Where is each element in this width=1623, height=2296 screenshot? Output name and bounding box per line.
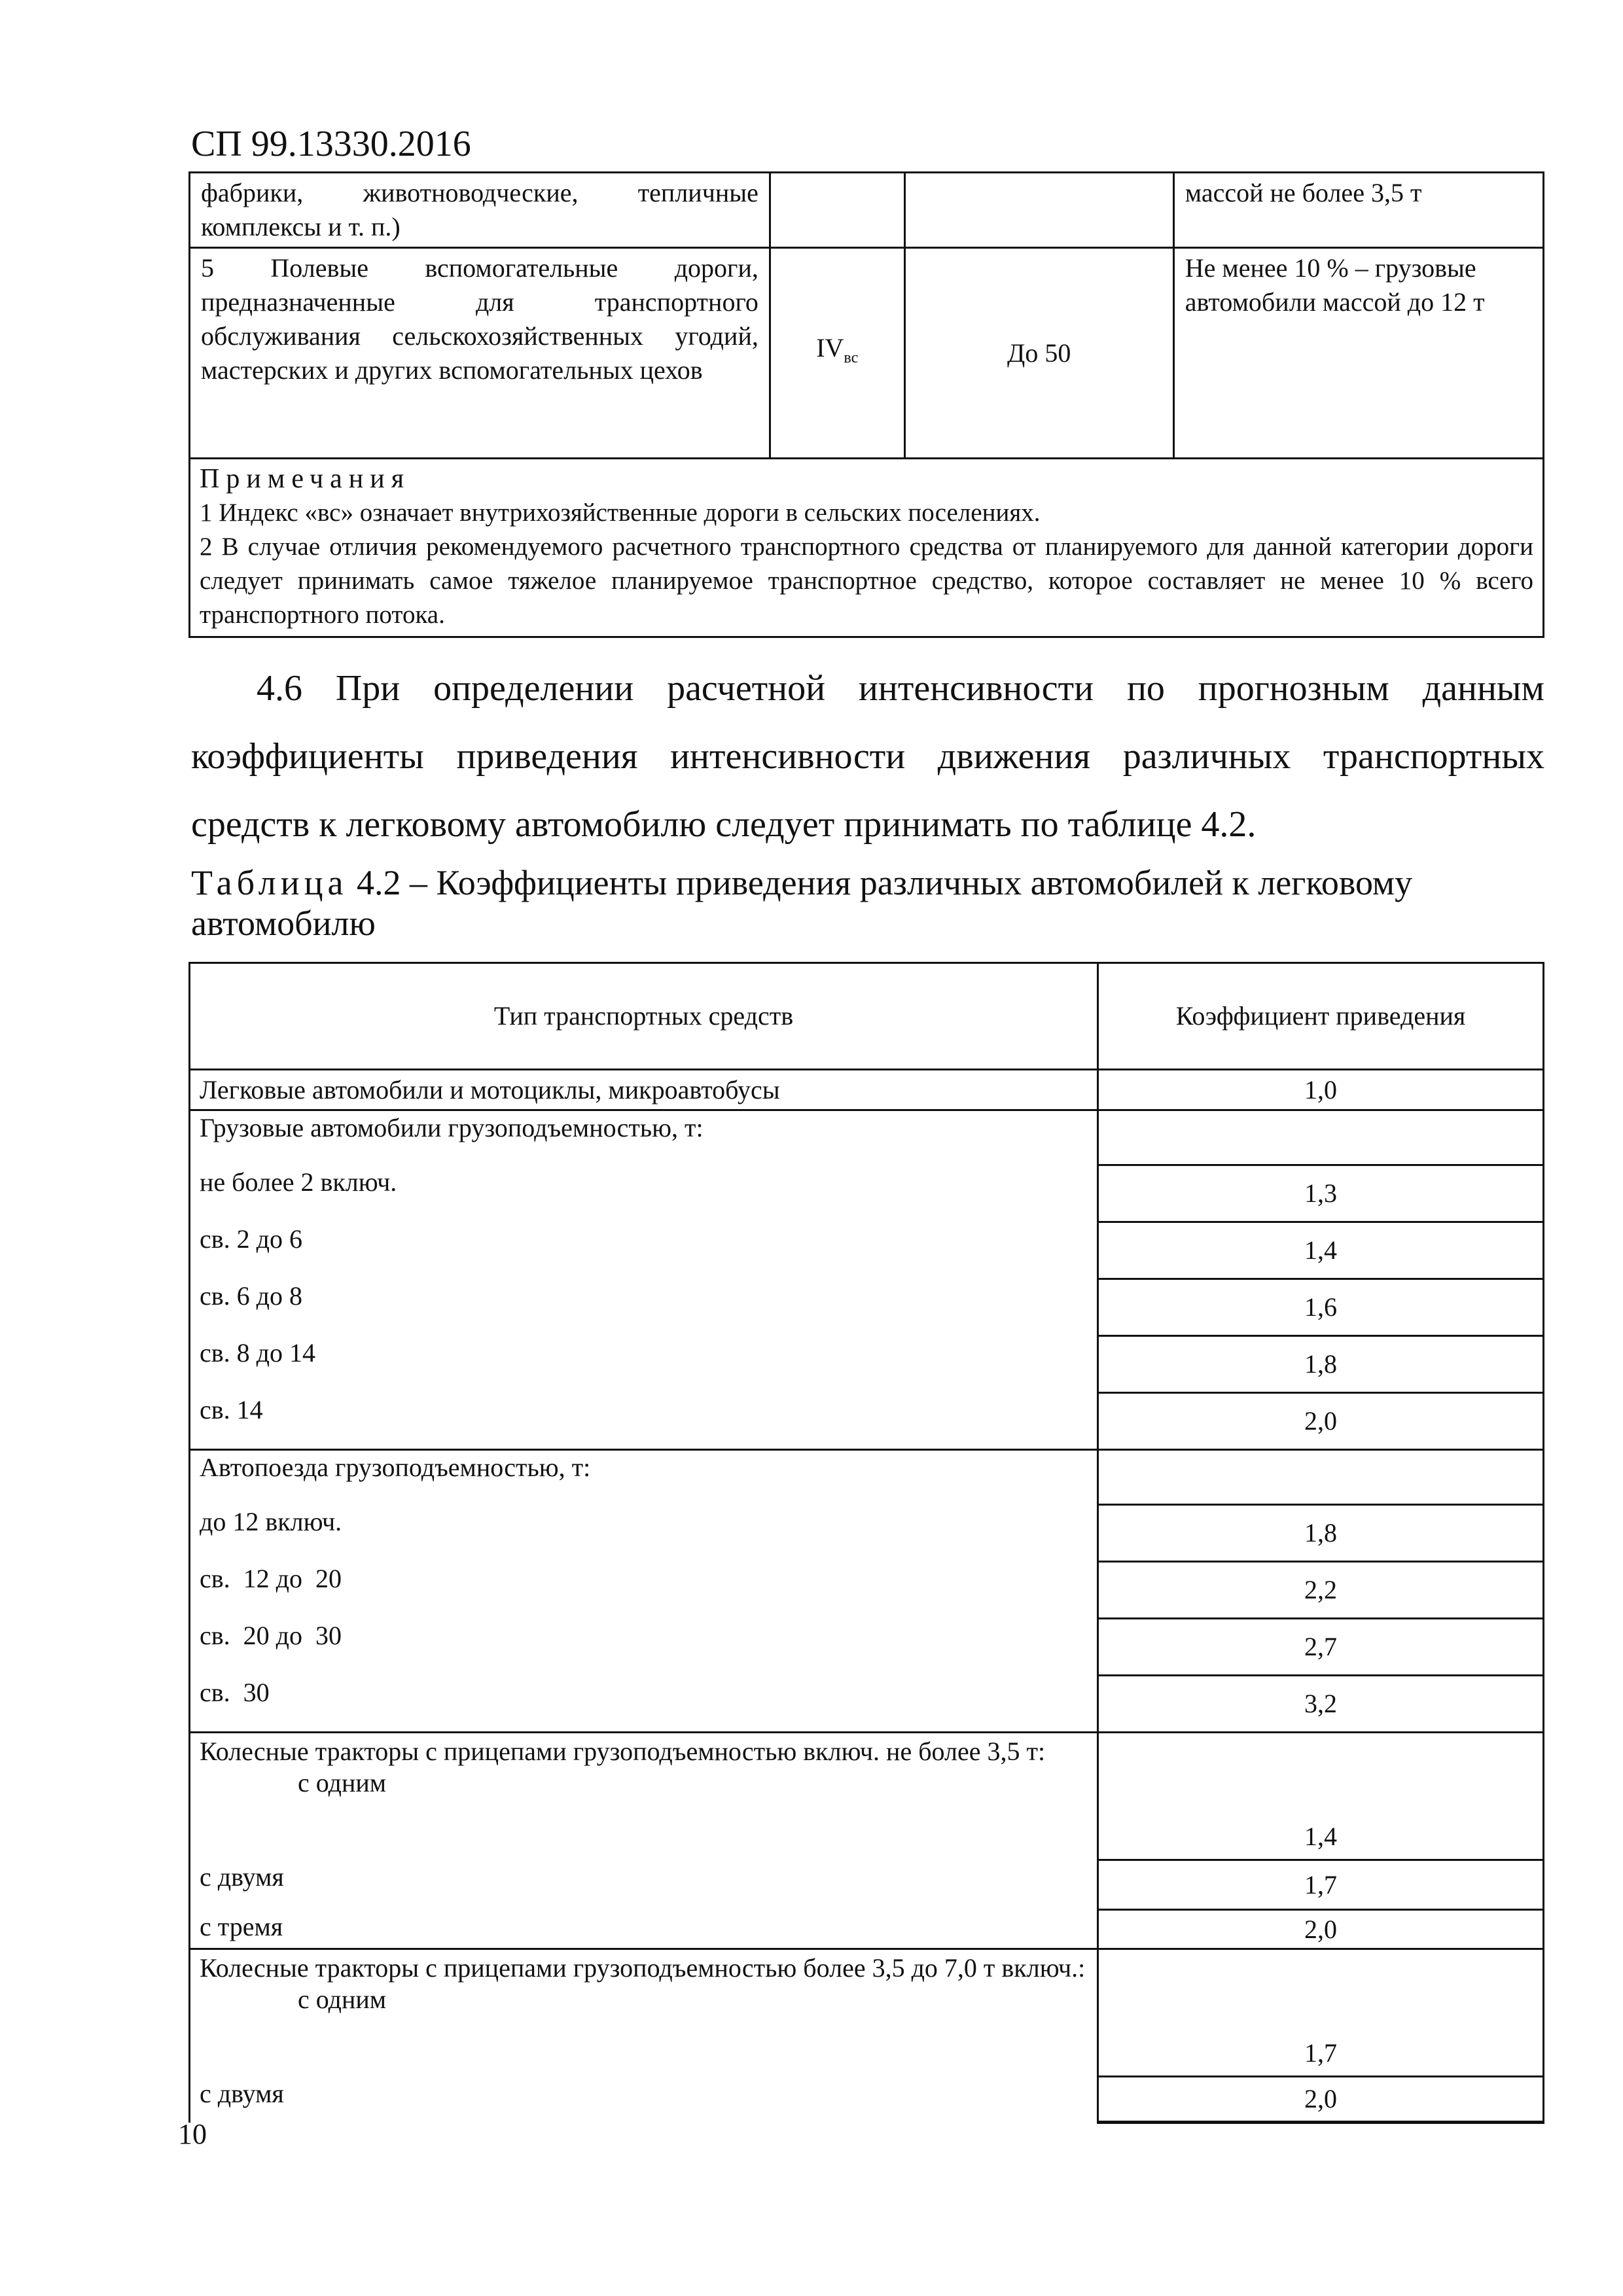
coefficient-cell: 1,4: [1098, 1733, 1544, 1860]
table-row: [190, 248, 1544, 459]
type-cell: св. 6 до 8: [190, 1279, 1098, 1336]
type-cell: до 12 включ.: [190, 1505, 1098, 1562]
table-row: [190, 1393, 1544, 1450]
purpose-cell: фабрики, животноводческие, тепличные комплексы и т. п.): [190, 173, 770, 248]
category-index: вс: [844, 349, 859, 366]
coefficient-cell: 1,8: [1098, 1505, 1544, 1562]
note-1: 1 Индекс «вс» означает внутрихозяйственные дороги в сельских поселениях.: [200, 499, 1041, 527]
table-row: [190, 1070, 1544, 1110]
vehicle-cell: Не менее 10 % – грузовые автомобили массой до 12 т: [1173, 248, 1543, 459]
coefficient-cell: 2,7: [1098, 1619, 1544, 1676]
note-2: 2 В случае отличия рекомендуемого расчетного транспортного средства от планируемого для данной категории дороги следует принимать самое тяжелое планируемое транспортное средство, которое составляет не менее 10 % всего транспортного потока.: [200, 533, 1533, 629]
intensity-cell: [904, 173, 1173, 248]
type-cell: св. 14: [190, 1393, 1098, 1450]
coefficient-cell: 2,0: [1098, 1393, 1544, 1450]
type-cell: св. 30: [190, 1676, 1098, 1733]
sub-item-label: с одним: [298, 1985, 387, 2014]
group-label: Колесные тракторы с прицепами грузоподъемностью включ. не более 3,5 т:: [200, 1737, 1046, 1766]
group-header-row: [190, 1110, 1544, 1165]
type-cell: с тремя: [190, 1910, 1098, 1949]
table-row: [190, 1676, 1544, 1733]
type-cell: не более 2 включ.: [190, 1165, 1098, 1222]
category-cell: [770, 173, 904, 248]
coefficient-cell-empty: [1098, 1110, 1544, 1165]
table-4-2: [188, 962, 1544, 2124]
type-cell: св. 2 до 6: [190, 1222, 1098, 1279]
coefficient-cell: 1,3: [1098, 1165, 1544, 1222]
coefficient-cell-empty: [1098, 1450, 1544, 1505]
group-label: Грузовые автомобили грузоподъемностью, т:: [190, 1110, 1098, 1165]
coefficient-cell: 1,7: [1098, 1860, 1544, 1910]
column-header-coefficient: Коэффициент приведения: [1098, 963, 1544, 1070]
type-cell: Легковые автомобили и мотоциклы, микроавтобусы: [190, 1070, 1098, 1110]
notes-row: [190, 459, 1544, 637]
type-cell: св. 20 до 30: [190, 1619, 1098, 1676]
type-cell: св. 12 до 20: [190, 1562, 1098, 1619]
type-cell: св. 8 до 14: [190, 1336, 1098, 1393]
table-row: [190, 2077, 1544, 2123]
group-header-row: [190, 1450, 1544, 1505]
coefficient-cell: 1,7: [1098, 1949, 1544, 2077]
column-header-type: Тип транспортных средств: [190, 963, 1098, 1070]
notes-cell: [190, 459, 1544, 637]
table-header-row: [190, 963, 1544, 1070]
type-cell: с двумя: [190, 2077, 1098, 2123]
type-cell: с двумя: [190, 1860, 1098, 1910]
intensity-cell: До 50: [904, 248, 1173, 459]
table-row: [190, 1336, 1544, 1393]
group-label: Автопоезда грузоподъемностью, т:: [190, 1450, 1098, 1505]
caption-label: Таблица: [191, 863, 348, 902]
coefficient-cell: 2,0: [1098, 1910, 1544, 1949]
table-4-1-continuation: [188, 171, 1544, 638]
type-cell: [190, 1733, 1098, 1860]
table-row: [190, 1619, 1544, 1676]
table-row: [190, 1860, 1544, 1910]
coefficient-cell: 1,6: [1098, 1279, 1544, 1336]
notes-title: Примечания: [200, 464, 411, 494]
table-row: [190, 173, 1544, 248]
category-cell: [770, 248, 904, 459]
coefficient-cell: 1,0: [1098, 1070, 1544, 1110]
paragraph-4-6: 4.6 При определении расчетной интенсивности по прогнозным данным коэффициенты приведения интенсивности движения различных транспортных средств к легковому автомобилю следует принимать по таблице 4.2.: [191, 668, 1544, 845]
table-row: [190, 1165, 1544, 1222]
table-row: [190, 1562, 1544, 1619]
table-row: [190, 1733, 1544, 1860]
table-row: [190, 1505, 1544, 1562]
caption-text: 4.2 – Коэффициенты приведения различных автомобилей к легковому автомобилю: [191, 863, 1413, 943]
coefficient-cell: 3,2: [1098, 1676, 1544, 1733]
vehicle-cell: массой не более 3,5 т: [1173, 173, 1543, 248]
purpose-cell: 5 Полевые вспомогательные дороги, предназначенные для транспортного обслуживания сельскохозяйственных угодий, мастерских и других вспомогательных цехов: [190, 248, 770, 459]
group-label: Колесные тракторы с прицепами грузоподъемностью более 3,5 до 7,0 т включ.:: [200, 1953, 1086, 1983]
document-code: СП 99.13330.2016: [191, 124, 471, 164]
table-row: [190, 1279, 1544, 1336]
coefficient-cell: 1,4: [1098, 1222, 1544, 1279]
coefficient-cell: 2,2: [1098, 1562, 1544, 1619]
table-row: [190, 1910, 1544, 1949]
sub-item-label: с одним: [298, 1768, 387, 1797]
table-row: [190, 1949, 1544, 2077]
table-4-2-caption: [191, 862, 1546, 944]
category-main: IV: [816, 333, 844, 362]
coefficient-cell: 2,0: [1098, 2077, 1544, 2123]
table-row: [190, 1222, 1544, 1279]
type-cell: [190, 1949, 1098, 2077]
coefficient-cell: 1,8: [1098, 1336, 1544, 1393]
page-number: 10: [178, 2118, 207, 2150]
